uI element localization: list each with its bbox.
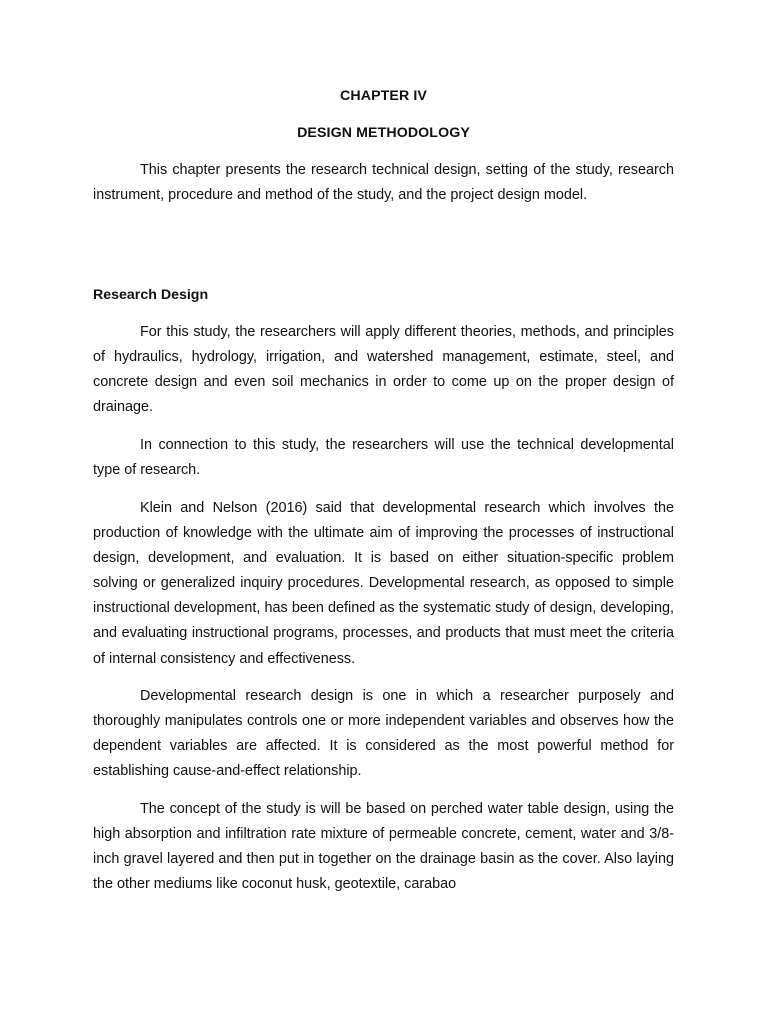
body-paragraph: Klein and Nelson (2016) said that developmental research which involves the production of knowledge with the ultimate aim of improving the processes of instructional design, development, and evaluation. It is based on either situation-specific problem solving or generalized inquiry procedures. Developmental research, as opposed to simple instructional development, has been defined as the systematic study of design, developing, and evaluating instructional programs, processes, and products that must meet the criteria of internal consistency and effectiveness. [93, 500, 674, 667]
body-paragraph: In connection to this study, the researchers will use the technical developmental type of research. [93, 437, 674, 479]
section-heading-research-design: Research Design [93, 287, 209, 303]
intro-paragraph: This chapter presents the research technical design, setting of the study, research instrument, procedure and method of the study, and the project design model. [93, 162, 674, 204]
body-paragraph: Developmental research design is one in which a researcher purposely and thoroughly manipulates controls one or more independent variables and observes how the dependent variables are affected. It is considered as the most powerful method for establishing cause-and-effect relationship. [93, 688, 674, 780]
chapter-label: CHAPTER IV [340, 88, 427, 104]
chapter-title: DESIGN METHODOLOGY [297, 125, 470, 141]
body-paragraph: For this study, the researchers will apply different theories, methods, and principles of hydraulics, hydrology, irrigation, and watershed management, estimate, steel, and concrete design and even soil mechanics in order to come up on the proper design of drainage. [93, 324, 674, 416]
body-paragraph: The concept of the study is will be based on perched water table design, using the high absorption and infiltration rate mixture of permeable concrete, cement, water and 3/8-inch gravel layered and then put in together on the drainage basin as the cover. Also laying the other mediums like coconut husk, geotextile, carabao [93, 801, 674, 893]
